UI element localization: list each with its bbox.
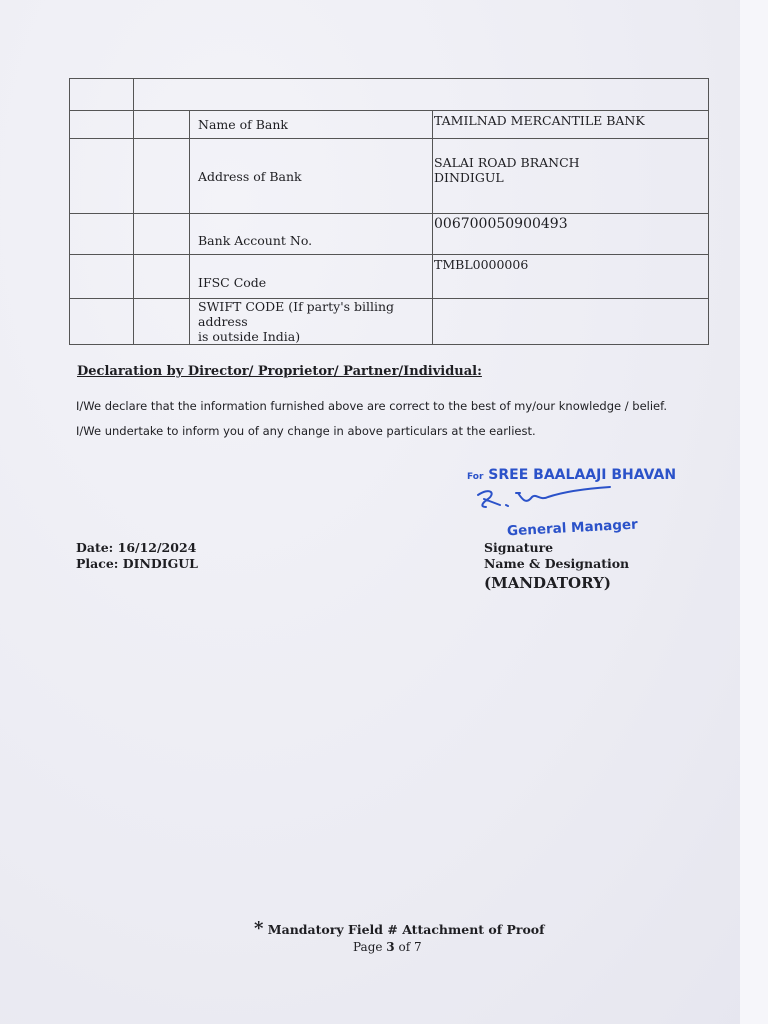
company-stamp (467, 467, 676, 483)
table-cell (134, 214, 190, 255)
table-cell (134, 139, 190, 214)
account-number-label: Bank Account No. (190, 214, 433, 255)
table-cell (134, 255, 190, 299)
declaration-line-1: I/We declare that the information furnished above are correct to the best of my/our knowledge / belief. (76, 399, 667, 413)
bank-address-label: Address of Bank (190, 139, 433, 214)
ifsc-label: IFSC Code (190, 255, 433, 299)
table-row (70, 299, 709, 345)
declaration-line-2: I/We undertake to inform you of any change in above particulars at the earliest. (76, 424, 536, 438)
stamp-prefix: For (467, 472, 484, 482)
ifsc-value: TMBL0000006 (433, 255, 709, 299)
account-number-value: 006700050900493 (433, 214, 709, 255)
page-number (353, 940, 422, 954)
bank-address-line1: SALAI ROAD BRANCH (434, 155, 580, 170)
page-edge (740, 0, 768, 1024)
bank-name-value: TAMILNAD MERCANTILE BANK (433, 111, 709, 139)
page-prefix: Page (353, 940, 387, 954)
table-row (70, 255, 709, 299)
page-suffix: of 7 (394, 940, 422, 954)
table-cell (134, 299, 190, 345)
swift-label-line2: is outside India) (198, 329, 301, 344)
swift-label (190, 299, 433, 345)
table-cell (134, 111, 190, 139)
swift-label-line1: SWIFT CODE (If party's billing address (198, 299, 395, 329)
handwritten-signature (470, 485, 640, 515)
table-cell (70, 214, 134, 255)
footer-legend-text: Mandatory Field # Attachment of Proof (267, 922, 545, 937)
table-cell (70, 139, 134, 214)
mandatory-star: * (254, 918, 264, 939)
table-cell (70, 255, 134, 299)
signature-label: Signature (484, 540, 554, 555)
date-line: Date: 16/12/2024 (76, 540, 197, 555)
table-row (70, 79, 709, 111)
table-cell (70, 111, 134, 139)
table-cell (134, 79, 709, 111)
table-cell (70, 79, 134, 111)
table-row (70, 111, 709, 139)
mandatory-label: (MANDATORY) (484, 574, 611, 592)
footer-legend (254, 918, 545, 939)
stamp-designation: General Manager (506, 516, 639, 540)
bank-name-label: Name of Bank (190, 111, 433, 139)
table-row (70, 139, 709, 214)
bank-address-line2: DINDIGUL (434, 170, 504, 185)
bank-details-table (69, 78, 709, 345)
place-line: Place: DINDIGUL (76, 556, 198, 571)
table-row (70, 214, 709, 255)
name-designation-label: Name & Designation (484, 556, 630, 571)
stamp-company: SREE BAALAAJI BHAVAN (488, 467, 677, 483)
bank-address-value (433, 139, 709, 214)
declaration-heading: Declaration by Director/ Proprietor/ Partner/Individual: (77, 364, 482, 379)
page-current: 3 (386, 940, 395, 954)
swift-value (433, 299, 709, 345)
table-cell (70, 299, 134, 345)
